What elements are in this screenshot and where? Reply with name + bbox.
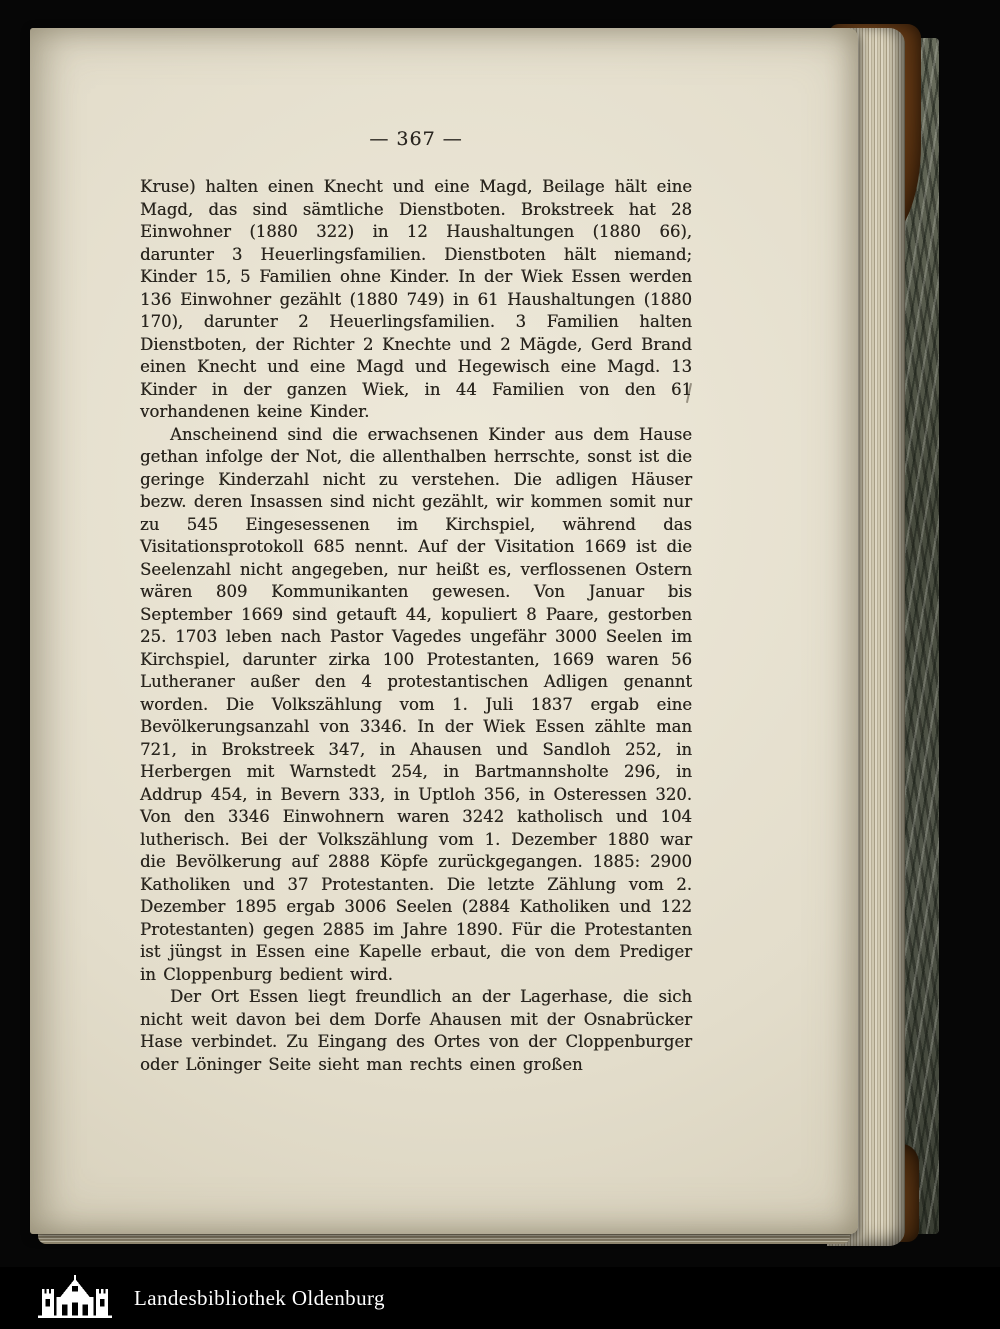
paragraph: Anscheinend sind die erwachsenen Kinder aus dem Hause gethan infolge der Not, die allenthalben herrschte, sonst ist die geringe Kinderzahl nicht zu verstehen. Die adligen Häuser bezw. deren Insassen sind nicht gezählt, wir kommen somit nur zu 545 Eingesessenen im Kirchspiel, während das Visitationsprotokoll 685 nennt. Auf der Visitation 1669 ist die Seelenzahl nicht angegeben, nur heißt es, verflossenen Ostern wären 809 Kommunikanten gewesen. Von Januar bis September 1669 sind getauft 44, kopuliert 8 Paare, gestorben 25. 1703 leben nach Pastor Vagedes ungefähr 3000 Seelen im Kirchspiel, darunter zirka 100 Protestanten, 1669 waren 56 Lutheraner außer den 4 protestantischen Adligen genannt worden. Die Volkszählung vom 1. Juli 1837 ergab eine Bevölkerungsanzahl von 3346. In der Wiek Essen zählte man 721, in Brokstreek 347, in Ahausen und Sandloh 252, in Herbergen mit Warnstedt 254, in Bartmannsholte 296, in Addrup 454, in Bevern 333, in Uptloh 356, in Osteressen 320. Von den 3346 Einwohnern waren 3242 katholisch und 104 lutherisch. Bei der Volkszählung vom 1. Dezember 1880 war die Bevölkerung auf 2888 Köpfe zurückgegangen. 1885: 2900 Katholiken und 37 Protestanten. Die letzte Zählung vom 2. Dezember 1895 ergab 3006 Seelen (2884 Katholiken und 122 Protestanten) gegen 2885 im Jahre 1890. Für die Protestanten ist jüngst in Essen eine Kapelle erbaut, die von dem Prediger in Cloppenburg bedient wird.	[140, 424, 692, 984]
book-scan	[24, 24, 939, 1246]
footer-bar	[0, 1267, 1000, 1329]
book-page	[30, 28, 858, 1234]
page-number: — 367 —	[369, 128, 463, 150]
page-body	[140, 176, 692, 1076]
library-name: Landesbibliothek Oldenburg	[134, 1285, 385, 1310]
paragraph: Der Ort Essen liegt freundlich an der Lagerhase, die sich nicht weit davon bei dem Dorfe Ahausen mit der Osnabrücker Hase verbindet. Zu Eingang des Ortes von der Cloppenburger oder Löninger Seite sieht man rechts einen großen	[140, 987, 692, 1074]
paragraph: Kruse) halten einen Knecht und eine Magd, Beilage hält eine Magd, das sind sämtliche Dienstboten. Brokstreek hat 28 Einwohner (1880 322) in 12 Haushaltungen (1880 66), darunter 3 Heuerlingsfamilien. Dienstboten hält niemand; Kinder 15, 5 Familien ohne Kinder. In der Wiek Essen werden 136 Einwohner gezählt (1880 749) in 61 Haushaltungen (1880 170), darunter 2 Heuerlingsfamilien. 3 Familien halten Dienstboten, der Richter 2 Knechte und 2 Mägde, Gerd Brand einen Knecht und eine Magd und Hegewisch eine Magd. 13 Kinder in der ganzen Wiek, in 44 Familien von den 61 vorhandenen keine Kinder.	[140, 177, 692, 421]
page-text-block	[140, 128, 692, 1076]
library-building-icon	[0, 1275, 114, 1321]
